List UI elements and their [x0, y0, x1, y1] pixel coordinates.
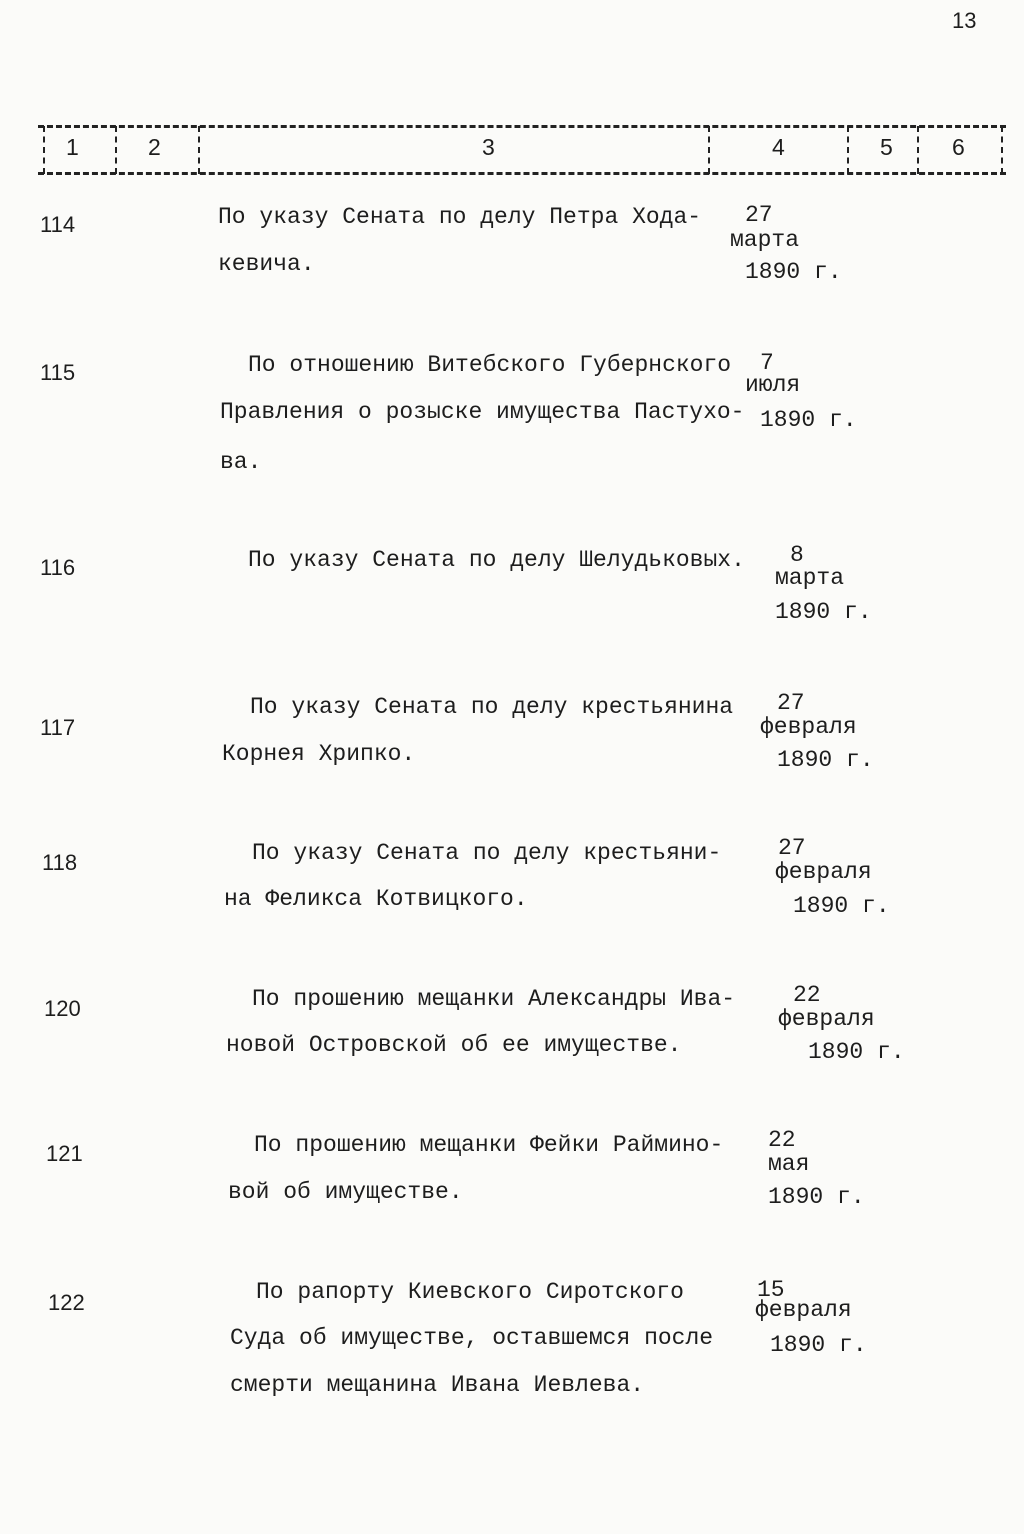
date-day: 27: [777, 690, 805, 716]
column-divider: [847, 126, 849, 174]
date-year: 1890 г.: [760, 407, 857, 433]
row-text: По указу Сената по делу крестьянина: [250, 694, 734, 720]
column-header-1: 1: [66, 134, 79, 160]
date-month: февраля: [760, 714, 857, 740]
date-year: 1890 г.: [770, 1332, 867, 1358]
row-text: Корнея Хрипко.: [222, 741, 416, 767]
row-number: 118: [42, 850, 78, 875]
date-month: февраля: [755, 1297, 852, 1323]
header-bottom-rule: [38, 172, 1006, 175]
date-month: февраля: [778, 1006, 875, 1032]
row-text: смерти мещанина Ивана Иевлева.: [230, 1372, 645, 1398]
row-text: По прошению мещанки Александры Ива-: [252, 986, 736, 1012]
date-month: июля: [745, 372, 801, 398]
row-text: Суда об имуществе, оставшемся после: [230, 1325, 714, 1351]
column-divider: [43, 126, 45, 174]
date-day: 8: [790, 542, 804, 568]
row-number: 122: [48, 1290, 85, 1315]
date-day: 7: [760, 350, 774, 376]
row-text: По отношению Витебского Губернского: [248, 352, 732, 378]
page-number: 13: [952, 8, 977, 33]
header-top-rule: [38, 125, 1006, 128]
date-year: 1890 г.: [808, 1039, 905, 1065]
row-text: По указу Сената по делу Петра Хода-: [218, 204, 702, 230]
row-number: 115: [40, 360, 76, 385]
column-divider: [917, 126, 919, 174]
column-header-5: 5: [880, 134, 893, 160]
column-divider: [198, 126, 200, 174]
column-header-4: 4: [772, 134, 785, 160]
row-text: По указу Сената по делу крестьяни-: [252, 840, 722, 866]
date-day: 22: [768, 1127, 796, 1153]
row-text: По указу Сената по делу Шелудьковых.: [248, 547, 745, 573]
row-number: 121: [46, 1141, 83, 1166]
date-year: 1890 г.: [775, 599, 872, 625]
date-year: 1890 г.: [768, 1184, 865, 1210]
row-text: новой Островской об ее имуществе.: [226, 1032, 682, 1058]
row-text: По прошению мещанки Фейки Раймино-: [254, 1132, 724, 1158]
row-text: Правления о розыске имущества Пастухо-: [220, 399, 745, 425]
column-header-6: 6: [952, 134, 965, 160]
row-text: вой об имуществе.: [228, 1179, 463, 1205]
date-month: февраля: [775, 859, 872, 885]
date-day: 22: [793, 982, 821, 1008]
row-number: 114: [40, 212, 76, 237]
column-divider: [1001, 126, 1003, 174]
date-year: 1890 г.: [745, 259, 842, 285]
date-month: марта: [730, 227, 800, 253]
date-month: мая: [768, 1151, 810, 1177]
date-year: 1890 г.: [793, 893, 890, 919]
column-divider: [115, 126, 117, 174]
row-number: 117: [40, 715, 76, 740]
date-year: 1890 г.: [777, 747, 874, 773]
row-text: кевича.: [218, 251, 315, 277]
row-text: ва.: [220, 449, 262, 475]
date-month: марта: [775, 565, 845, 591]
date-day: 27: [778, 835, 806, 861]
row-text: По рапорту Киевского Сиротского: [256, 1279, 684, 1305]
column-header-2: 2: [148, 134, 161, 160]
date-day: 15: [757, 1277, 785, 1303]
row-number: 116: [40, 555, 76, 580]
row-number: 120: [44, 996, 81, 1021]
row-text: на Феликса Котвицкого.: [224, 886, 528, 912]
column-header-3: 3: [482, 134, 495, 160]
column-divider: [708, 126, 710, 174]
date-day: 27: [745, 202, 773, 228]
